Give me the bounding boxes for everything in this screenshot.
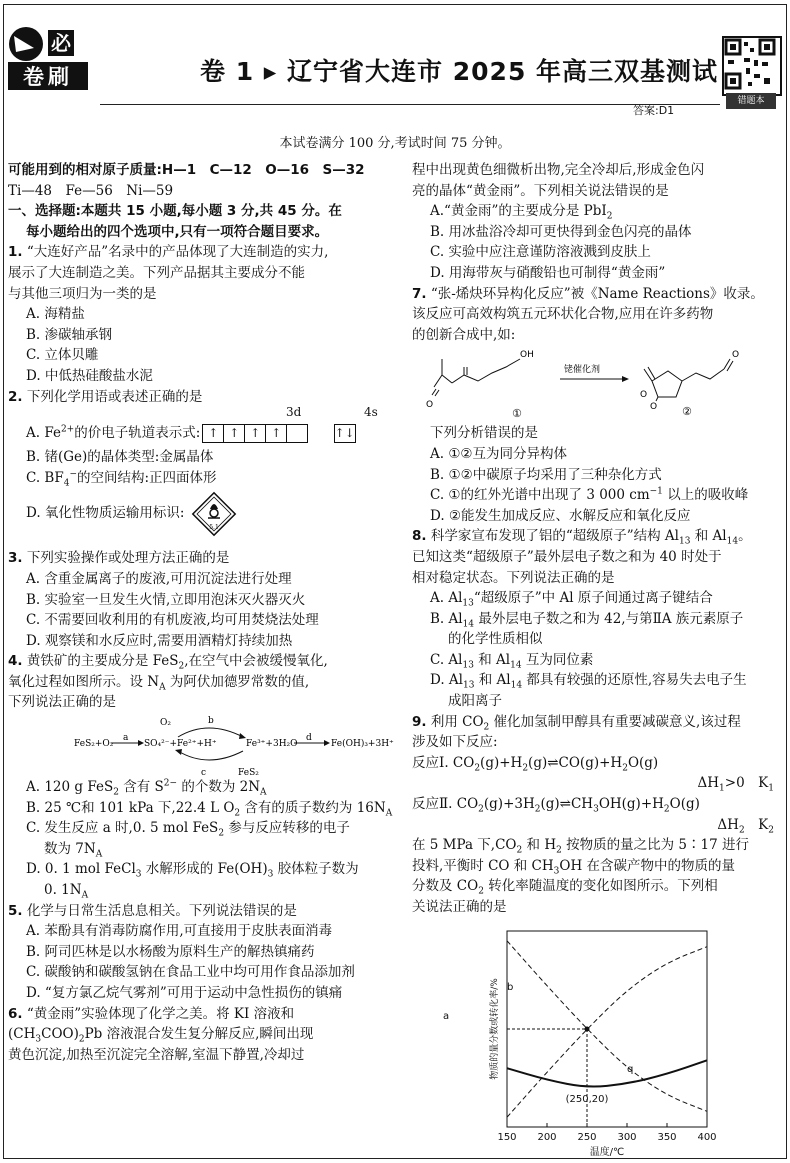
q2-option-c[interactable]: C. $BF_4^-$的空间结构:正四面体形 — [26, 469, 217, 489]
x-axis-label: 温度/℃ — [589, 1147, 625, 1158]
q4-stem-3: 下列说法正确的是 — [8, 694, 116, 711]
q8-option-a[interactable]: A. $Al_{13}“$超级原子”中 Al 原子间通过离子键结合 — [430, 590, 713, 609]
q8-option-d-1[interactable]: D. $Al_{13}$ 和 $Al_{14}$ 都具有较强的还原性,容易失去电子生 — [430, 672, 747, 692]
q4-option-b[interactable]: B. 25 ℃和 101 kPa 下,22.4 L $O_2$ 含有的质子数约为 $16N_A$ — [26, 799, 393, 819]
q3-stem: 下列实验操作或处理方法正确的是 — [26, 550, 230, 567]
svg-text:OH: OH — [520, 350, 534, 361]
q4-option-d-2[interactable]: 0. $1N_A$ — [44, 882, 89, 901]
q7-option-d[interactable]: D. ②能发生加成反应、水解反应和氧化反应 — [430, 507, 691, 524]
q7-stem-3: 的创新合成中,如: — [412, 326, 516, 343]
q6-option-c[interactable]: C. 实验中应注意谨防溶液溅到皮肤上 — [430, 244, 651, 261]
q7-analysis-stem: 下列分析错误的是 — [430, 425, 538, 442]
q1-stem-2: 展示了大连制造之美。下列产品据其主要成分不能 — [8, 264, 305, 281]
q1-option-c[interactable]: C. 立体贝雕 — [26, 347, 99, 364]
q1-option-a[interactable]: A. 海精盐 — [26, 306, 85, 323]
q2-option-a[interactable]: A. $Fe^{2+}$的价电子轨道表示式: ↑ ↑ ↑ ↑ ↑↓ — [26, 424, 355, 442]
logo-top-text: 必 — [51, 31, 71, 55]
brand-logo — [6, 22, 102, 94]
q4-oxidation-diagram — [8, 713, 398, 777]
q2-number: 2. — [8, 388, 23, 405]
x-tick-label: 200 — [537, 1132, 557, 1143]
q2-label-4s: 4s — [364, 405, 378, 420]
x-tick-label: 150 — [497, 1132, 517, 1143]
svg-text:Fe³⁺+3H₂O: Fe³⁺+3H₂O — [246, 739, 298, 750]
chart-annotation: (250,20) — [565, 1093, 609, 1105]
series-line-b — [507, 947, 707, 1118]
q4-stem-2: 氧化过程如图所示。设 $N_A$ 为阿伏加德罗常数的值, — [8, 673, 310, 693]
q9-stem-5: 分数及 $CO_2$ 转化率随温度的变化如图所示。下列相 — [412, 878, 718, 898]
q6-number: 6. — [8, 1005, 23, 1022]
exam-notice: 本试卷满分 100 分,考试时间 75 分钟。 — [279, 136, 511, 151]
q9-stem-1: 9. 利用 $CO_2$ 催化加氢制甲醇具有重要减碳意义,该过程 — [412, 713, 741, 733]
q1-option-d[interactable]: D. 中低热硅酸盐水泥 — [26, 367, 153, 384]
q3-option-c[interactable]: C. 不需要回收利用的有机废液,均可用焚烧法处理 — [26, 612, 319, 629]
svg-text:d: d — [306, 733, 312, 744]
q5-option-a[interactable]: A. 苯酚具有消毒防腐作用,可直接用于皮肤表面消毒 — [26, 923, 333, 940]
answer-code: 答案:D1 — [633, 104, 675, 117]
q7-stem-2: 该反应可高效构筑五元环状化合物,应用在许多药物 — [412, 306, 714, 323]
q9-reaction-1: 反应Ⅰ. $CO_2(g)+H_2(g)\rightleftharpoons CO(g)+H_2O(g)$ — [412, 754, 659, 774]
q9-reaction-2-enthalpy: $\Delta H_2$ $K_2$ — [717, 816, 774, 836]
svg-text:O: O — [732, 350, 740, 361]
q4-option-a[interactable]: A. 120 g FeS$_2$ 含有 $S^{2-}$ 的个数为 $2N_A$ — [26, 778, 267, 798]
q8-stem-2: 已知这类“超级原子”最外层电子数之和为 40 时处于 — [412, 548, 722, 565]
svg-text:b: b — [208, 716, 214, 727]
q4-option-c-1[interactable]: C. 发生反应 a 时,0. 5 mol FeS$_2$ 参与反应转移的电子 — [26, 820, 350, 839]
series-label-q: q — [627, 1064, 634, 1076]
q8-option-d-2[interactable]: 成阳离子 — [448, 693, 502, 710]
svg-text:O: O — [650, 402, 658, 413]
x-tick-label: 300 — [617, 1132, 637, 1143]
q7-reaction-scheme — [412, 345, 784, 423]
orbital-box — [286, 424, 308, 443]
svg-text:FeS₂+O₂: FeS₂+O₂ — [74, 739, 114, 750]
q5-number: 5. — [8, 902, 23, 919]
q9-reaction-2: 反应Ⅱ. $CO_2(g)+3H_2(g)\rightleftharpoons CH_3OH(g)+H_2O(g)$ — [412, 796, 700, 815]
orbital-box: ↑ — [244, 424, 266, 443]
svg-text:②: ② — [682, 405, 692, 419]
svg-text:O: O — [426, 400, 434, 411]
orbital-box: ↑ — [265, 424, 287, 443]
q7-option-c[interactable]: C. ①的红外光谱中出现了 3 000 $cm^{-1}$ 以上的吸收峰 — [430, 486, 749, 504]
q8-stem-1: 8. 科学家宣布发现了铝的“超级原子”结构 $Al_{13}$ 和 $Al_{14}$。 — [412, 528, 752, 547]
y-axis-label: 物质的量分数或转化率/% — [490, 978, 500, 1080]
q9-stem-4: 投料,平衡时 CO 和 $CH_3OH$ 在含碳产物中的物质的量 — [412, 857, 736, 877]
q2-label-3d: 3d — [286, 405, 302, 420]
atomic-mass-line-1: 可能用到的相对原子质量:H—1 C—12 O—16 S—32 — [8, 162, 365, 178]
series-label-b: b — [507, 981, 514, 993]
q1-stem-1: “大连好产品”名录中的产品体现了大连制造的实力, — [26, 244, 329, 261]
q3-number: 3. — [8, 550, 23, 567]
q8-option-b-2[interactable]: 的化学性质相似 — [448, 631, 543, 648]
q8-stem-3: 相对稳定状态。下列说法正确的是 — [412, 569, 615, 586]
q7-option-b[interactable]: B. ①②中碳原子均采用了三种杂化方式 — [430, 466, 662, 483]
q6-option-a[interactable]: A.“黄金雨”的主要成分是 PbI$_2$ — [430, 203, 613, 222]
series-line-q — [507, 1060, 707, 1086]
q7-number: 7. — [412, 285, 427, 302]
q6-stem-4: 程中出现黄色细微析出物,完全冷却后,形成金色闪 — [412, 162, 705, 178]
q5-option-b[interactable]: B. 阿司匹林是以水杨酸为原料生产的解热镇痛药 — [26, 943, 315, 960]
q9-reaction-1-enthalpy: $\Delta H_1>0$ $K_1$ — [697, 775, 774, 795]
q9-chart — [443, 925, 717, 1160]
atomic-mass-line-2: Ti—48 Fe—56 Ni—59 — [8, 182, 174, 199]
series-label-a: a — [443, 1011, 450, 1023]
svg-text:O: O — [640, 390, 648, 401]
q4-option-c-2[interactable]: 数为 $7N_A$ — [44, 840, 103, 860]
q1-stem-3: 与其他三项归为一类的是 — [8, 285, 157, 302]
q6-stem-2: $(CH_3COO)_2Pb$ 溶液混合发生复分解反应,瞬间出现 — [8, 1026, 314, 1045]
svg-text:a: a — [123, 733, 129, 744]
q6-option-d[interactable]: D. 用海带灰与硝酸铅也可制得“黄金雨” — [430, 264, 666, 281]
x-tick-label: 350 — [657, 1132, 677, 1143]
svg-text:O₂: O₂ — [160, 718, 171, 729]
svg-text:①: ① — [512, 407, 522, 421]
header-divider — [100, 104, 720, 105]
q3-option-d[interactable]: D. 观察镁和水反应时,需要用酒精灯持续加热 — [26, 632, 293, 649]
oxidizer-hazard-icon — [189, 489, 239, 539]
q5-option-c[interactable]: C. 碳酸钠和碳酸氢钠在食品工业中均可用作食品添加剂 — [26, 964, 355, 981]
right-column — [412, 160, 784, 918]
orbital-box-4s: ↑↓ — [334, 424, 356, 443]
q4-option-d-1[interactable]: D. 0. 1 mol FeCl$_3$ 水解形成的 $Fe(OH)_3$ 胶体粒子数为 — [26, 861, 359, 881]
svg-text:FeS₂: FeS₂ — [238, 768, 259, 779]
q1-option-b[interactable]: B. 渗碳轴承钢 — [26, 326, 113, 343]
section-heading-2: 每小题给出的四个选项中,只有一项符合题目要求。 — [26, 223, 329, 240]
q8-option-c[interactable]: C. $Al_{13}$ 和 $Al_{14}$ 互为同位素 — [430, 651, 594, 671]
q1-number: 1. — [8, 244, 23, 261]
qr-code-icon[interactable] — [722, 36, 782, 96]
q2-option-d[interactable]: D. 氧化性物质运输用标识: 5.1 — [8, 488, 398, 538]
q2-stem: 下列化学用语或表述正确的是 — [26, 388, 203, 405]
x-tick-label: 400 — [697, 1132, 717, 1143]
svg-text:SO₄²⁻+Fe²⁺+H⁺: SO₄²⁻+Fe²⁺+H⁺ — [144, 739, 217, 750]
q4-stem-1: 4. 黄铁矿的主要成分是 FeS$_2$,在空气中会被缓慢氧化, — [8, 653, 328, 672]
orbital-box: ↑ — [202, 424, 224, 443]
q8-option-b-1[interactable]: B. $Al_{14}$ 最外层电子数之和为 42,与第ⅡA 族元素原子 — [430, 610, 744, 630]
svg-text:Fe(OH)₃+3H⁺: Fe(OH)₃+3H⁺ — [331, 739, 394, 750]
q6-option-b[interactable]: B. 用冰盐浴冷却可更快得到金色闪亮的晶体 — [430, 223, 692, 240]
orbital-box: ↑ — [223, 424, 245, 443]
q7-option-a[interactable]: A. ①②互为同分异构体 — [430, 445, 568, 462]
q7-stem-1: “张-烯炔环异构化反应”被《Name Reactions》收录。 — [430, 285, 764, 302]
q9-stem-6: 关说法正确的是 — [412, 899, 507, 915]
q5-stem: 化学与日常生活息息相关。下列说法错误的是 — [26, 902, 297, 919]
x-tick-label: 250 — [577, 1132, 597, 1143]
q2-option-b[interactable]: B. 锗(Ge)的晶体类型:金属晶体 — [26, 449, 214, 466]
q6-stem-5: 亮的晶体“黄金雨”。下列相关说法错误的是 — [412, 182, 669, 199]
logo-bottom-text: 卷刷 — [23, 65, 73, 89]
q9-stem-2: 涉及如下反应: — [412, 734, 498, 751]
svg-text:5.1: 5.1 — [209, 523, 219, 531]
page-title: 卷 1 ▸ 辽宁省大连市 2025 年高三双基测试 — [200, 57, 719, 86]
q3-option-b[interactable]: B. 实验室一旦发生火情,立即用泡沫灭火器灭火 — [26, 591, 306, 608]
q7-catalyst-label: 铑催化剂 — [564, 365, 601, 376]
section-heading-1: 一、选择题:本题共 15 小题,每小题 3 分,共 45 分。在 — [8, 203, 342, 220]
qr-label: 错题本 — [726, 93, 776, 109]
svg-text:c: c — [201, 768, 207, 779]
q6-stem-1: “黄金雨”实验体现了化学之美。将 KI 溶液和 — [26, 1005, 295, 1022]
q5-option-d[interactable]: D. “复方氯乙烷气雾剂”可用于运动中急性损伤的镇痛 — [26, 985, 343, 1001]
q3-option-a[interactable]: A. 含重金属离子的废液,可用沉淀法进行处理 — [26, 570, 292, 587]
q9-stem-3: 在 5 MPa 下$,CO_2$ 和 $H_2$ 按物质的量之比为 5∶17 进行 — [412, 837, 749, 856]
q6-stem-3: 黄色沉淀,加热至沉淀完全溶解,室温下静置,冷却过 — [8, 1046, 305, 1063]
left-column — [8, 160, 398, 1065]
